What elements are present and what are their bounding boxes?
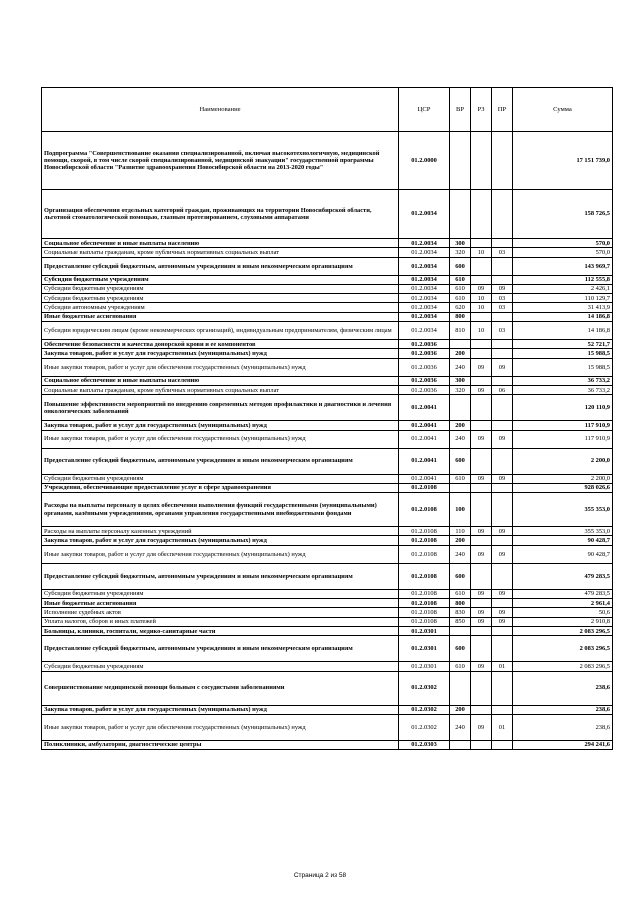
- row-vr: 800: [450, 312, 471, 321]
- table-row: [42, 430, 613, 448]
- row-name: Социальное обеспечение и иные выплаты населению: [42, 239, 399, 248]
- row-rz: 09: [471, 608, 492, 617]
- table-row: [42, 132, 613, 190]
- row-csr: 01.2.0034: [399, 284, 450, 293]
- row-csr: 01.2.0108: [399, 599, 450, 608]
- table-body: [42, 132, 613, 750]
- table-row: [42, 527, 613, 536]
- table-row: [42, 740, 613, 749]
- row-csr: 01.2.0036: [399, 358, 450, 376]
- row-name: Исполнение судебных актов: [42, 608, 399, 617]
- row-vr: 600: [450, 448, 471, 474]
- table-row: [42, 294, 613, 303]
- table-row: [42, 358, 613, 376]
- row-csr: 01.2.0108: [399, 617, 450, 626]
- table-row: [42, 662, 613, 671]
- row-vr: 100: [450, 493, 471, 527]
- row-rz: [471, 626, 492, 635]
- row-csr: 01.2.0301: [399, 662, 450, 671]
- row-rz: [471, 376, 492, 385]
- table-row: [42, 284, 613, 293]
- row-rz: [471, 275, 492, 284]
- row-csr: 01.2.0108: [399, 536, 450, 545]
- row-rz: [471, 493, 492, 527]
- row-vr: 620: [450, 303, 471, 312]
- row-csr: 01.2.0034: [399, 303, 450, 312]
- row-name: Предоставление субсидий бюджетным, автономным учреждениям и иным некоммерческим организациям: [42, 563, 399, 589]
- row-rz: 09: [471, 617, 492, 626]
- row-sum: 570,0: [513, 248, 613, 257]
- row-name: Поликлиники, амбулатории, диагностические центры: [42, 740, 399, 749]
- row-name: Предоставление субсидий бюджетным, автономным учреждениям и иным некоммерческим организациям: [42, 448, 399, 474]
- row-sum: 355 353,0: [513, 527, 613, 536]
- row-rz: [471, 599, 492, 608]
- row-rz: 10: [471, 322, 492, 340]
- row-rz: [471, 705, 492, 714]
- table-row: [42, 474, 613, 483]
- row-vr: [450, 671, 471, 705]
- row-sum: 143 969,7: [513, 257, 613, 275]
- table-row: [42, 705, 613, 714]
- row-pr: 03: [492, 303, 513, 312]
- row-pr: [492, 626, 513, 635]
- row-sum: 238,6: [513, 705, 613, 714]
- row-pr: 09: [492, 617, 513, 626]
- row-sum: 2 426,1: [513, 284, 613, 293]
- row-pr: 06: [492, 385, 513, 394]
- table-row: [42, 636, 613, 662]
- row-csr: 01.2.0041: [399, 430, 450, 448]
- table-row: [42, 312, 613, 321]
- row-name: Закупка товаров, работ и услуг для государственных (муниципальных) нужд: [42, 536, 399, 545]
- row-pr: [492, 448, 513, 474]
- row-pr: [492, 421, 513, 430]
- row-csr: 01.2.0036: [399, 376, 450, 385]
- row-vr: 830: [450, 608, 471, 617]
- table-header-row: [42, 88, 613, 132]
- row-rz: 09: [471, 430, 492, 448]
- row-name: Закупка товаров, работ и услуг для государственных (муниципальных) нужд: [42, 705, 399, 714]
- row-sum: 238,6: [513, 714, 613, 740]
- row-vr: 610: [450, 294, 471, 303]
- row-vr: 810: [450, 322, 471, 340]
- row-rz: 10: [471, 248, 492, 257]
- row-vr: [450, 340, 471, 349]
- row-pr: 09: [492, 589, 513, 598]
- row-name: Предоставление субсидий бюджетным, автономным учреждениям и иным некоммерческим организациям: [42, 257, 399, 275]
- row-sum: 294 241,6: [513, 740, 613, 749]
- row-vr: 200: [450, 349, 471, 358]
- row-sum: 36 733,2: [513, 376, 613, 385]
- row-pr: 03: [492, 248, 513, 257]
- row-vr: [450, 626, 471, 635]
- table-row: [42, 349, 613, 358]
- row-rz: 09: [471, 385, 492, 394]
- table-row: [42, 589, 613, 598]
- table-row: [42, 545, 613, 563]
- row-name: Закупка товаров, работ и услуг для государственных (муниципальных) нужд: [42, 349, 399, 358]
- row-name: Повышение эффективности мероприятий по внедрению современных методов профилактики и диагностики и лечения онкологических заболеваний: [42, 395, 399, 421]
- row-pr: [492, 599, 513, 608]
- row-pr: 09: [492, 527, 513, 536]
- row-vr: 610: [450, 589, 471, 598]
- row-sum: 2 200,0: [513, 474, 613, 483]
- row-vr: 850: [450, 617, 471, 626]
- row-csr: 01.2.0041: [399, 448, 450, 474]
- row-name: Субсидии бюджетным учреждениям: [42, 662, 399, 671]
- table-row: [42, 483, 613, 492]
- table-row: [42, 608, 613, 617]
- row-sum: 2 961,4: [513, 599, 613, 608]
- row-vr: 610: [450, 275, 471, 284]
- row-rz: [471, 671, 492, 705]
- row-vr: 240: [450, 430, 471, 448]
- table-row: [42, 322, 613, 340]
- row-name: Предоставление субсидий бюджетным, автономным учреждениям и иным некоммерческим организациям: [42, 636, 399, 662]
- row-csr: 01.2.0034: [399, 239, 450, 248]
- row-vr: 200: [450, 421, 471, 430]
- row-sum: 2 910,8: [513, 617, 613, 626]
- row-csr: 01.2.0301: [399, 626, 450, 635]
- row-sum: 15 988,5: [513, 349, 613, 358]
- table-row: [42, 536, 613, 545]
- table-row: [42, 617, 613, 626]
- row-pr: [492, 340, 513, 349]
- row-name: Обеспечение безопасности и качества донорской крови и ее компонентов: [42, 340, 399, 349]
- row-rz: [471, 340, 492, 349]
- row-vr: [450, 740, 471, 749]
- row-rz: [471, 190, 492, 239]
- row-sum: 110 129,7: [513, 294, 613, 303]
- row-sum: 120 110,9: [513, 395, 613, 421]
- row-rz: [471, 740, 492, 749]
- row-name: Социальное обеспечение и иные выплаты населению: [42, 376, 399, 385]
- row-csr: 01.2.0034: [399, 248, 450, 257]
- row-rz: [471, 421, 492, 430]
- row-pr: [492, 239, 513, 248]
- row-vr: 240: [450, 545, 471, 563]
- row-name: Совершенствование медицинской помощи больным с сосудистыми заболеваниями: [42, 671, 399, 705]
- row-name: Организация обеспечения отдельных категорий граждан, проживающих на территории Новосибирской области, льготной стоматологической помощью, глазным протезированием, слуховыми аппаратами: [42, 190, 399, 239]
- row-rz: [471, 563, 492, 589]
- row-pr: [492, 132, 513, 190]
- row-csr: 01.2.0036: [399, 385, 450, 394]
- row-pr: [492, 257, 513, 275]
- row-csr: 01.2.0108: [399, 589, 450, 598]
- budget-table: [41, 87, 613, 750]
- row-sum: 117 910,9: [513, 421, 613, 430]
- row-pr: [492, 376, 513, 385]
- row-csr: 01.2.0108: [399, 527, 450, 536]
- row-name: Расходы на выплаты персоналу в целях обеспечения выполнения функций государственными (муниципальными) органами, казёнными учреждениями, органами управления государственными внебюджетными фондами: [42, 493, 399, 527]
- row-name: Иные бюджетные ассигнования: [42, 312, 399, 321]
- row-sum: 2 083 296,5: [513, 636, 613, 662]
- row-pr: 01: [492, 714, 513, 740]
- row-rz: 09: [471, 527, 492, 536]
- row-name: Расходы на выплаты персоналу казенных учреждений: [42, 527, 399, 536]
- row-vr: 240: [450, 714, 471, 740]
- row-vr: 110: [450, 527, 471, 536]
- row-csr: 01.2.0034: [399, 257, 450, 275]
- row-sum: 2 083 296,5: [513, 662, 613, 671]
- row-pr: 09: [492, 284, 513, 293]
- table-row: [42, 303, 613, 312]
- table-row: [42, 239, 613, 248]
- row-sum: 14 186,8: [513, 312, 613, 321]
- row-pr: [492, 275, 513, 284]
- row-sum: 90 428,7: [513, 536, 613, 545]
- table-row: [42, 671, 613, 705]
- row-vr: 300: [450, 239, 471, 248]
- row-name: Больницы, клиники, госпитали, медико-санитарные части: [42, 626, 399, 635]
- row-pr: [492, 395, 513, 421]
- row-name: Иные закупки товаров, работ и услуг для обеспечения государственных (муниципальных) нужд: [42, 714, 399, 740]
- header-name: Наименование: [42, 88, 399, 132]
- row-pr: [492, 705, 513, 714]
- row-sum: 479 283,5: [513, 589, 613, 598]
- row-sum: 2 200,0: [513, 448, 613, 474]
- row-csr: 01.2.0041: [399, 421, 450, 430]
- row-sum: 31 413,9: [513, 303, 613, 312]
- row-vr: 600: [450, 636, 471, 662]
- row-vr: [450, 395, 471, 421]
- header-csr: ЦСР: [399, 88, 450, 132]
- row-vr: 610: [450, 474, 471, 483]
- table-row: [42, 248, 613, 257]
- row-name: Учреждения, обеспечивающие предоставление услуг в сфере здравоохранения: [42, 483, 399, 492]
- row-rz: [471, 257, 492, 275]
- table-row: [42, 257, 613, 275]
- table-row: [42, 714, 613, 740]
- row-pr: [492, 190, 513, 239]
- table-row: [42, 395, 613, 421]
- row-rz: 09: [471, 284, 492, 293]
- row-name: Субсидии бюджетным учреждениям: [42, 284, 399, 293]
- row-pr: [492, 740, 513, 749]
- row-sum: 112 555,8: [513, 275, 613, 284]
- row-csr: 01.2.0034: [399, 294, 450, 303]
- row-sum: 14 186,8: [513, 322, 613, 340]
- header-pr: ПР: [492, 88, 513, 132]
- row-sum: 52 721,7: [513, 340, 613, 349]
- row-sum: 90 428,7: [513, 545, 613, 563]
- row-rz: [471, 349, 492, 358]
- row-name: Закупка товаров, работ и услуг для государственных (муниципальных) нужд: [42, 421, 399, 430]
- row-csr: 01.2.0302: [399, 671, 450, 705]
- row-name: Иные закупки товаров, работ и услуг для обеспечения государственных (муниципальных) нужд: [42, 545, 399, 563]
- row-pr: 09: [492, 545, 513, 563]
- row-csr: 01.2.0108: [399, 608, 450, 617]
- row-rz: [471, 483, 492, 492]
- row-name: Подпрограмма "Совершенствование оказания специализированной, включая высокотехнологичную, медицинской помощи, скорой, в том числе скорой специализированной, медицинской эвакуации" государственной программы Новосибирской области "Развитие здравоохранения Новосибирской области на 2013-2020 годы": [42, 132, 399, 190]
- table-row: [42, 448, 613, 474]
- row-csr: 01.2.0034: [399, 312, 450, 321]
- row-vr: 800: [450, 599, 471, 608]
- row-pr: [492, 312, 513, 321]
- row-sum: 2 083 296,5: [513, 626, 613, 635]
- row-sum: 355 353,0: [513, 493, 613, 527]
- table-row: [42, 275, 613, 284]
- row-pr: 09: [492, 474, 513, 483]
- header-sum: Сумма: [513, 88, 613, 132]
- row-pr: 03: [492, 322, 513, 340]
- row-sum: 15 988,5: [513, 358, 613, 376]
- row-vr: 240: [450, 358, 471, 376]
- row-rz: 09: [471, 358, 492, 376]
- row-name: Социальные выплаты гражданам, кроме публичных нормативных социальных выплат: [42, 248, 399, 257]
- row-csr: 01.2.0041: [399, 395, 450, 421]
- row-vr: 200: [450, 536, 471, 545]
- row-sum: 17 151 739,0: [513, 132, 613, 190]
- table-row: [42, 376, 613, 385]
- row-csr: 01.2.0034: [399, 322, 450, 340]
- row-rz: [471, 312, 492, 321]
- table-row: [42, 563, 613, 589]
- row-pr: [492, 563, 513, 589]
- row-name: Социальные выплаты гражданам, кроме публичных нормативных социальных выплат: [42, 385, 399, 394]
- row-vr: [450, 190, 471, 239]
- row-sum: 928 026,6: [513, 483, 613, 492]
- row-rz: 10: [471, 294, 492, 303]
- row-vr: 600: [450, 257, 471, 275]
- header-rz: РЗ: [471, 88, 492, 132]
- row-csr: 01.2.0301: [399, 636, 450, 662]
- row-rz: 09: [471, 474, 492, 483]
- row-name: Субсидии бюджетным учреждениям: [42, 294, 399, 303]
- row-rz: 09: [471, 545, 492, 563]
- row-vr: [450, 132, 471, 190]
- row-pr: 09: [492, 608, 513, 617]
- row-vr: 600: [450, 563, 471, 589]
- row-name: Субсидии бюджетным учреждениям: [42, 589, 399, 598]
- row-vr: [450, 483, 471, 492]
- row-name: Иные бюджетные ассигнования: [42, 599, 399, 608]
- row-rz: [471, 536, 492, 545]
- row-rz: 09: [471, 662, 492, 671]
- row-sum: 479 283,5: [513, 563, 613, 589]
- row-sum: 238,6: [513, 671, 613, 705]
- row-csr: 01.2.0108: [399, 483, 450, 492]
- table-row: [42, 340, 613, 349]
- row-pr: [492, 536, 513, 545]
- row-pr: 09: [492, 430, 513, 448]
- row-sum: 570,0: [513, 239, 613, 248]
- table-row: [42, 493, 613, 527]
- row-csr: 01.2.0034: [399, 275, 450, 284]
- row-csr: 01.2.0034: [399, 190, 450, 239]
- row-rz: [471, 448, 492, 474]
- table-row: [42, 421, 613, 430]
- row-vr: 300: [450, 376, 471, 385]
- row-csr: 01.2.0303: [399, 740, 450, 749]
- page-number: Страница 2 из 58: [293, 872, 347, 879]
- table-row: [42, 385, 613, 394]
- row-csr: 01.2.0302: [399, 705, 450, 714]
- row-rz: 09: [471, 589, 492, 598]
- row-csr: 01.2.0108: [399, 545, 450, 563]
- row-name: Субсидии бюджетным учреждениям: [42, 275, 399, 284]
- row-csr: 01.2.0000: [399, 132, 450, 190]
- row-name: Иные закупки товаров, работ и услуг для обеспечения государственных (муниципальных) нужд: [42, 358, 399, 376]
- row-sum: 50,6: [513, 608, 613, 617]
- row-pr: [492, 349, 513, 358]
- row-pr: [492, 636, 513, 662]
- row-pr: 01: [492, 662, 513, 671]
- row-csr: 01.2.0108: [399, 563, 450, 589]
- row-name: Иные закупки товаров, работ и услуг для обеспечения государственных (муниципальных) нужд: [42, 430, 399, 448]
- row-pr: 03: [492, 294, 513, 303]
- row-vr: 200: [450, 705, 471, 714]
- row-csr: 01.2.0036: [399, 340, 450, 349]
- row-pr: 09: [492, 358, 513, 376]
- row-vr: 610: [450, 284, 471, 293]
- row-sum: 117 910,9: [513, 430, 613, 448]
- row-pr: [492, 671, 513, 705]
- row-rz: [471, 636, 492, 662]
- row-rz: 09: [471, 714, 492, 740]
- row-rz: 10: [471, 303, 492, 312]
- row-csr: 01.2.0108: [399, 493, 450, 527]
- row-rz: [471, 132, 492, 190]
- row-name: Субсидии юридическим лицам (кроме некоммерческих организаций), индивидуальным предпринимателям, физическим лицам: [42, 322, 399, 340]
- row-name: Уплата налогов, сборов и иных платежей: [42, 617, 399, 626]
- row-rz: [471, 239, 492, 248]
- row-csr: 01.2.0036: [399, 349, 450, 358]
- table-row: [42, 599, 613, 608]
- row-csr: 01.2.0041: [399, 474, 450, 483]
- row-rz: [471, 395, 492, 421]
- row-vr: 610: [450, 662, 471, 671]
- row-sum: 36 733,2: [513, 385, 613, 394]
- row-pr: [492, 493, 513, 527]
- table-row: [42, 190, 613, 239]
- row-sum: 158 726,5: [513, 190, 613, 239]
- row-vr: 320: [450, 385, 471, 394]
- header-vr: ВР: [450, 88, 471, 132]
- row-pr: [492, 483, 513, 492]
- row-csr: 01.2.0302: [399, 714, 450, 740]
- row-name: Субсидии автономным учреждениям: [42, 303, 399, 312]
- row-vr: 320: [450, 248, 471, 257]
- row-name: Субсидии бюджетным учреждениям: [42, 474, 399, 483]
- table-row: [42, 626, 613, 635]
